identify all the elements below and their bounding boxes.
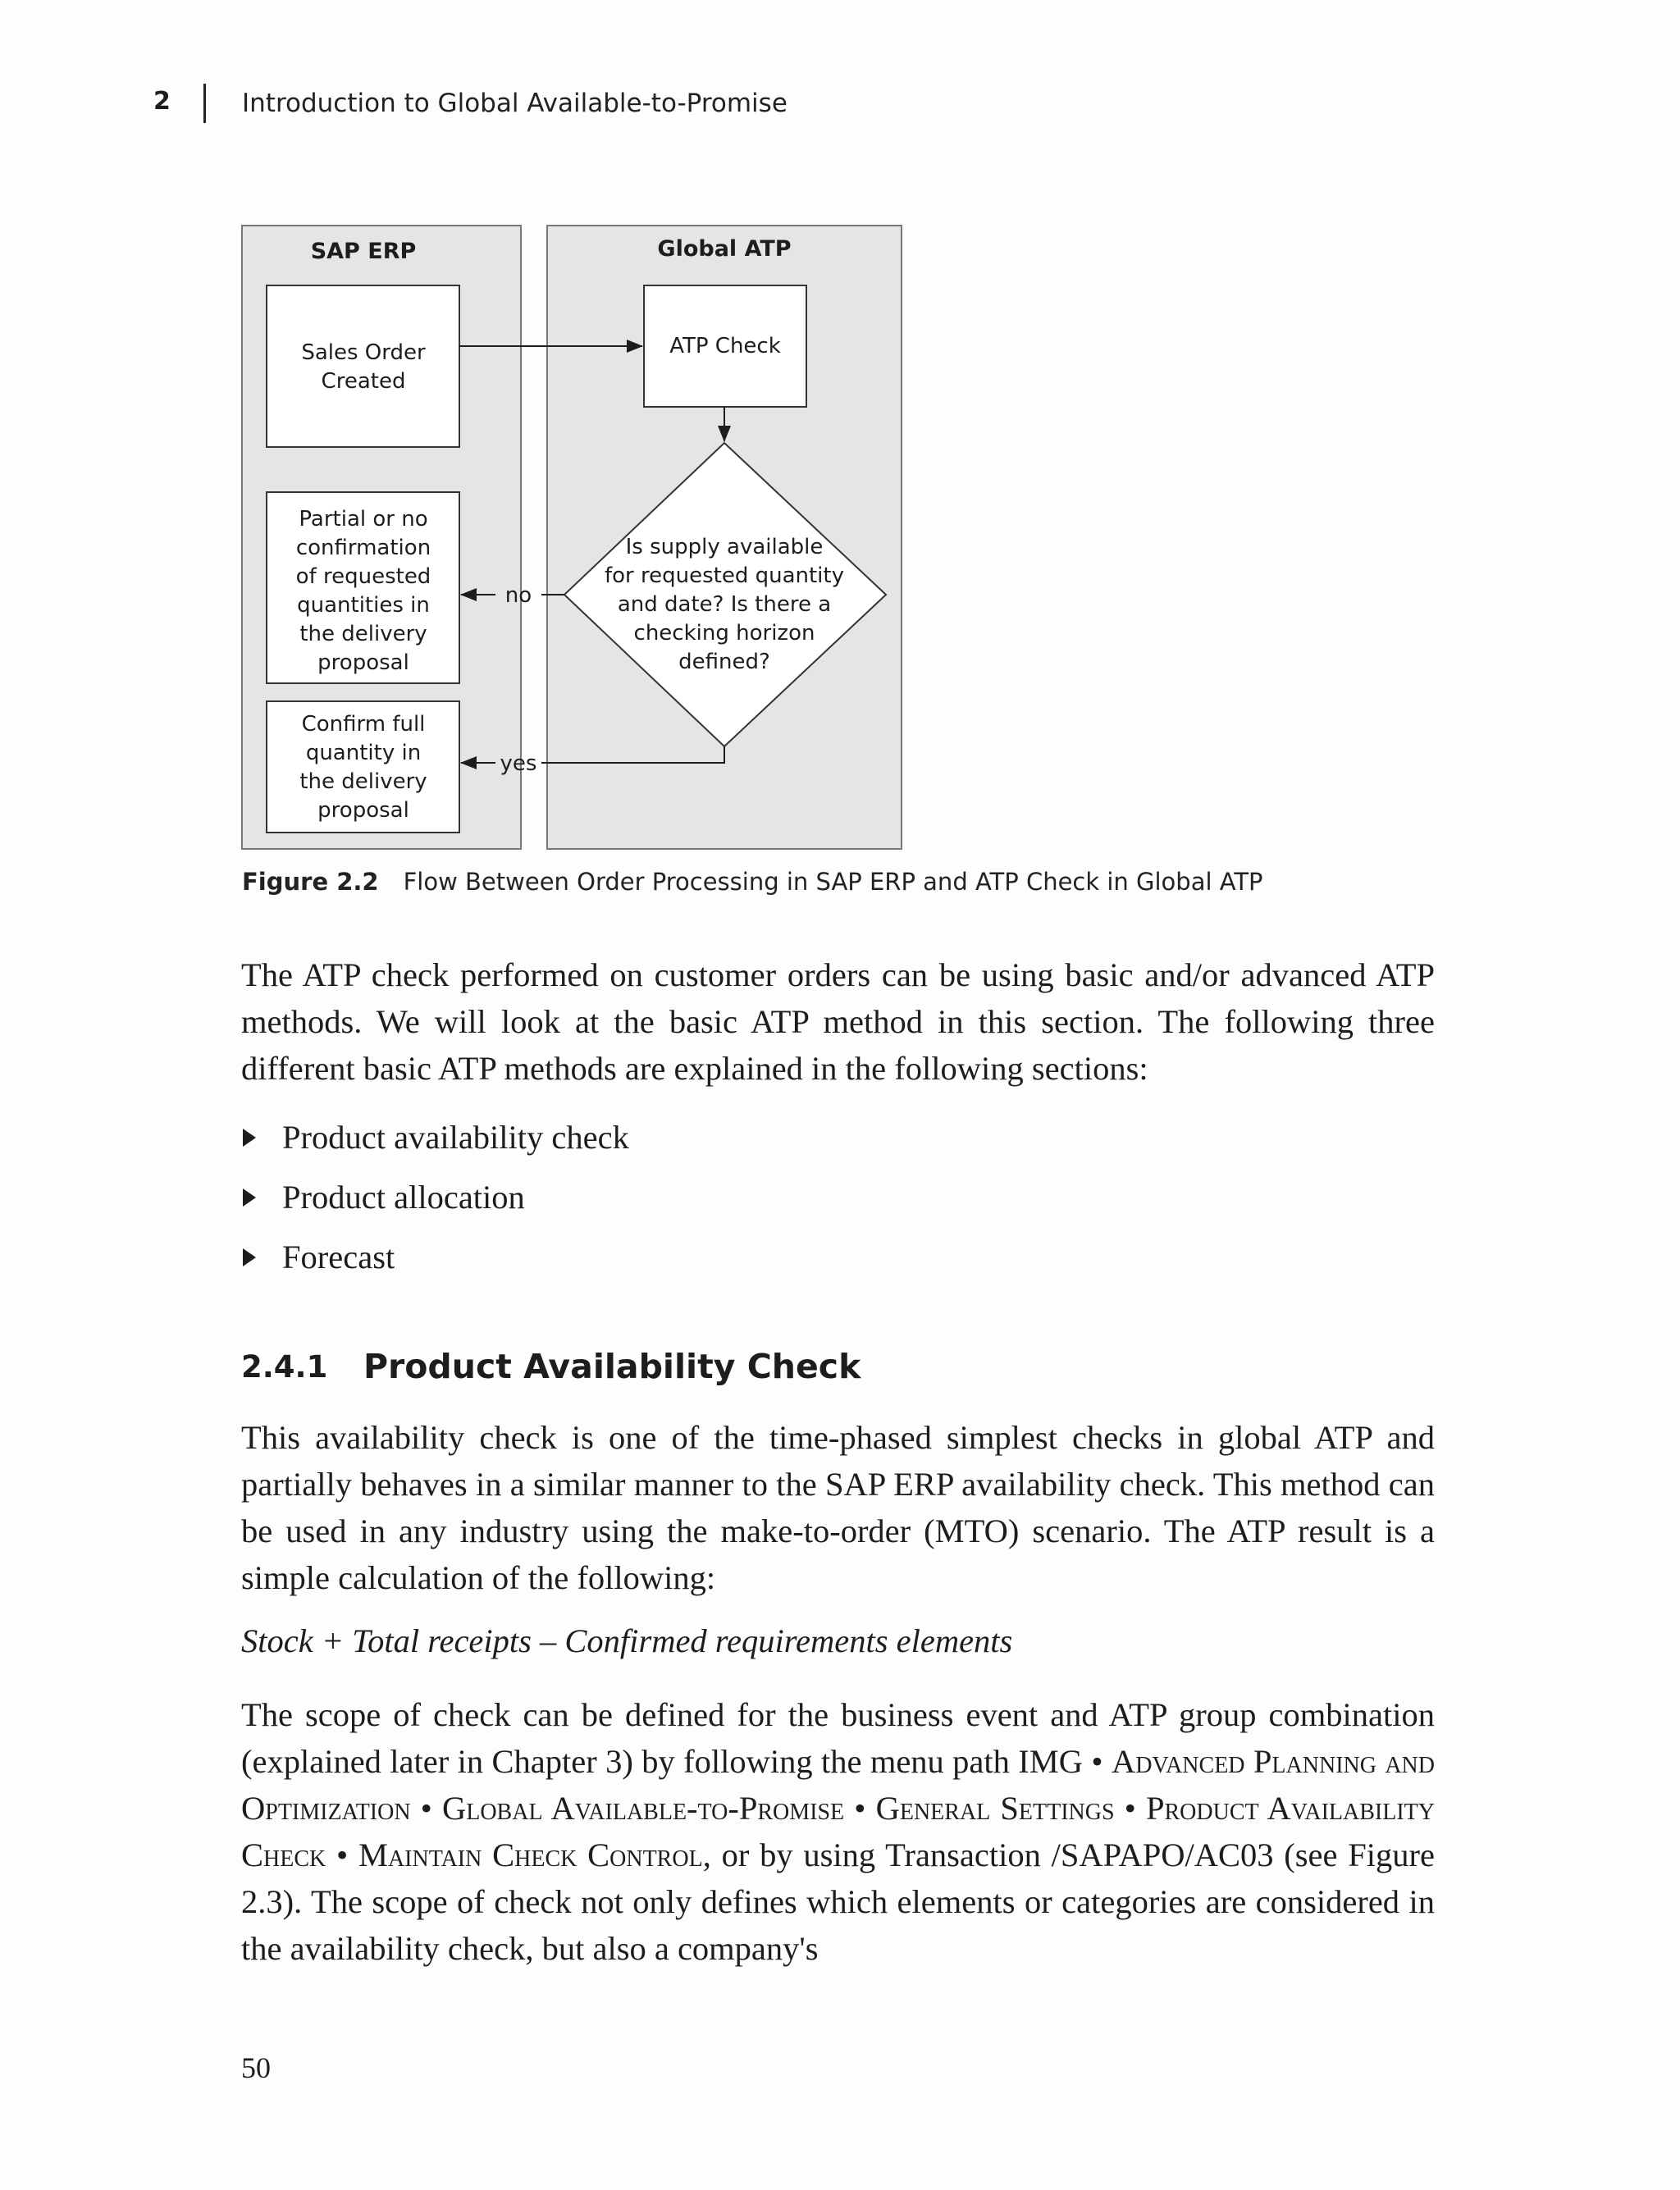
flow-figure	[230, 209, 935, 865]
diagram-text-line: of requested	[295, 564, 431, 589]
menu-path-3: General Settings	[875, 1790, 1115, 1827]
atp-formula: Stock + Total receipts – Confirmed requirements elements	[241, 1622, 1013, 1659]
availability-paragraph: This availability check is one of the time-phased simplest checks in global ATP and partially behaves in a similar manner to the SAP ERP availability check. This method can be used in any industry using the make-to-order (MTO) scenario. The ATP result is a simple calculation of the following:	[241, 1419, 1435, 1596]
chapter-number: 2	[153, 87, 171, 116]
header-divider	[203, 84, 206, 123]
intro-paragraph: The ATP check performed on customer orders can be using basic and/or advanced ATP methods. We will look at the basic ATP method in this section. The following three different basic ATP methods are explained in the following sections:	[241, 956, 1435, 1087]
section-title: Product Availability Check	[363, 1347, 861, 1386]
page-number: 50	[241, 2051, 271, 2084]
diagram-text-line: Sales Order	[301, 340, 426, 365]
menu-path-4: Product Availability Check	[241, 1790, 1435, 1873]
flow-diagram	[230, 209, 935, 865]
diagram-text-line: defined?	[678, 650, 770, 674]
diagram-text-line: the delivery	[299, 622, 427, 646]
diagram-text-line: the delivery	[299, 769, 427, 794]
diagram-text-line: for requested quantity	[604, 563, 845, 588]
figure-caption	[242, 868, 1263, 896]
diagram-text-line: proposal	[317, 650, 409, 675]
diagram-text-line: Created	[321, 369, 406, 394]
box-atp-check-text	[669, 334, 781, 358]
diagram-text-line: Partial or no	[299, 507, 428, 532]
lane-title-global-atp: Global ATP	[657, 236, 792, 262]
box-sales-order-created	[267, 285, 459, 447]
diagram-text-line: checking horizon	[633, 621, 815, 646]
diagram-text-line: Confirm full	[301, 712, 426, 737]
list-item: Product allocation	[241, 1174, 629, 1234]
lane-title-sap-erp: SAP ERP	[310, 239, 417, 264]
bullet-triangle-icon	[243, 1129, 256, 1147]
caption-label: Figure 2.2	[242, 868, 379, 896]
diagram-text-line: quantities in	[297, 593, 430, 618]
chapter-title: Introduction to Global Available-to-Promise	[242, 89, 788, 118]
menu-path-2: Global Available-to-Promise	[441, 1790, 845, 1827]
diagram-text-line: and date? Is there a	[617, 592, 832, 617]
list-item: Product availability check	[241, 1114, 629, 1174]
label-yes: yes	[500, 751, 537, 776]
method-list	[241, 1114, 629, 1293]
scope-paragraph: The scope of check can be defined for the business event and ATP group combination (explained later in Chapter 3) by following the menu path IMG • Advanced Planning and Optimization • Global Available-to-Promise • General Settings • Product Availability Check • Maintain Check Control, or by using Transaction /SAPAPO/AC03 (see Figure 2.3). The scope of check not only defines which elements or categories are considered in the availability check, but also a company's	[241, 1696, 1436, 1967]
bullet-triangle-icon	[243, 1189, 256, 1207]
list-item: Forecast	[241, 1234, 629, 1293]
bullet-triangle-icon	[243, 1248, 256, 1266]
diagram-text-line: Is supply available	[625, 535, 824, 559]
diagram-text-line: confirmation	[295, 536, 431, 560]
menu-path-5: Maintain Check Control	[358, 1836, 703, 1873]
menu-path-1: Advanced Planning and Optimization	[241, 1743, 1436, 1827]
caption-text: Flow Between Order Processing in SAP ERP and ATP Check in Global ATP	[403, 868, 1263, 896]
section-number: 2.4.1	[241, 1349, 328, 1385]
diagram-text-line: ATP Check	[669, 334, 781, 358]
diagram-text-line: quantity in	[305, 741, 422, 765]
diagram-text-line: proposal	[317, 798, 409, 823]
label-no: no	[504, 583, 532, 608]
